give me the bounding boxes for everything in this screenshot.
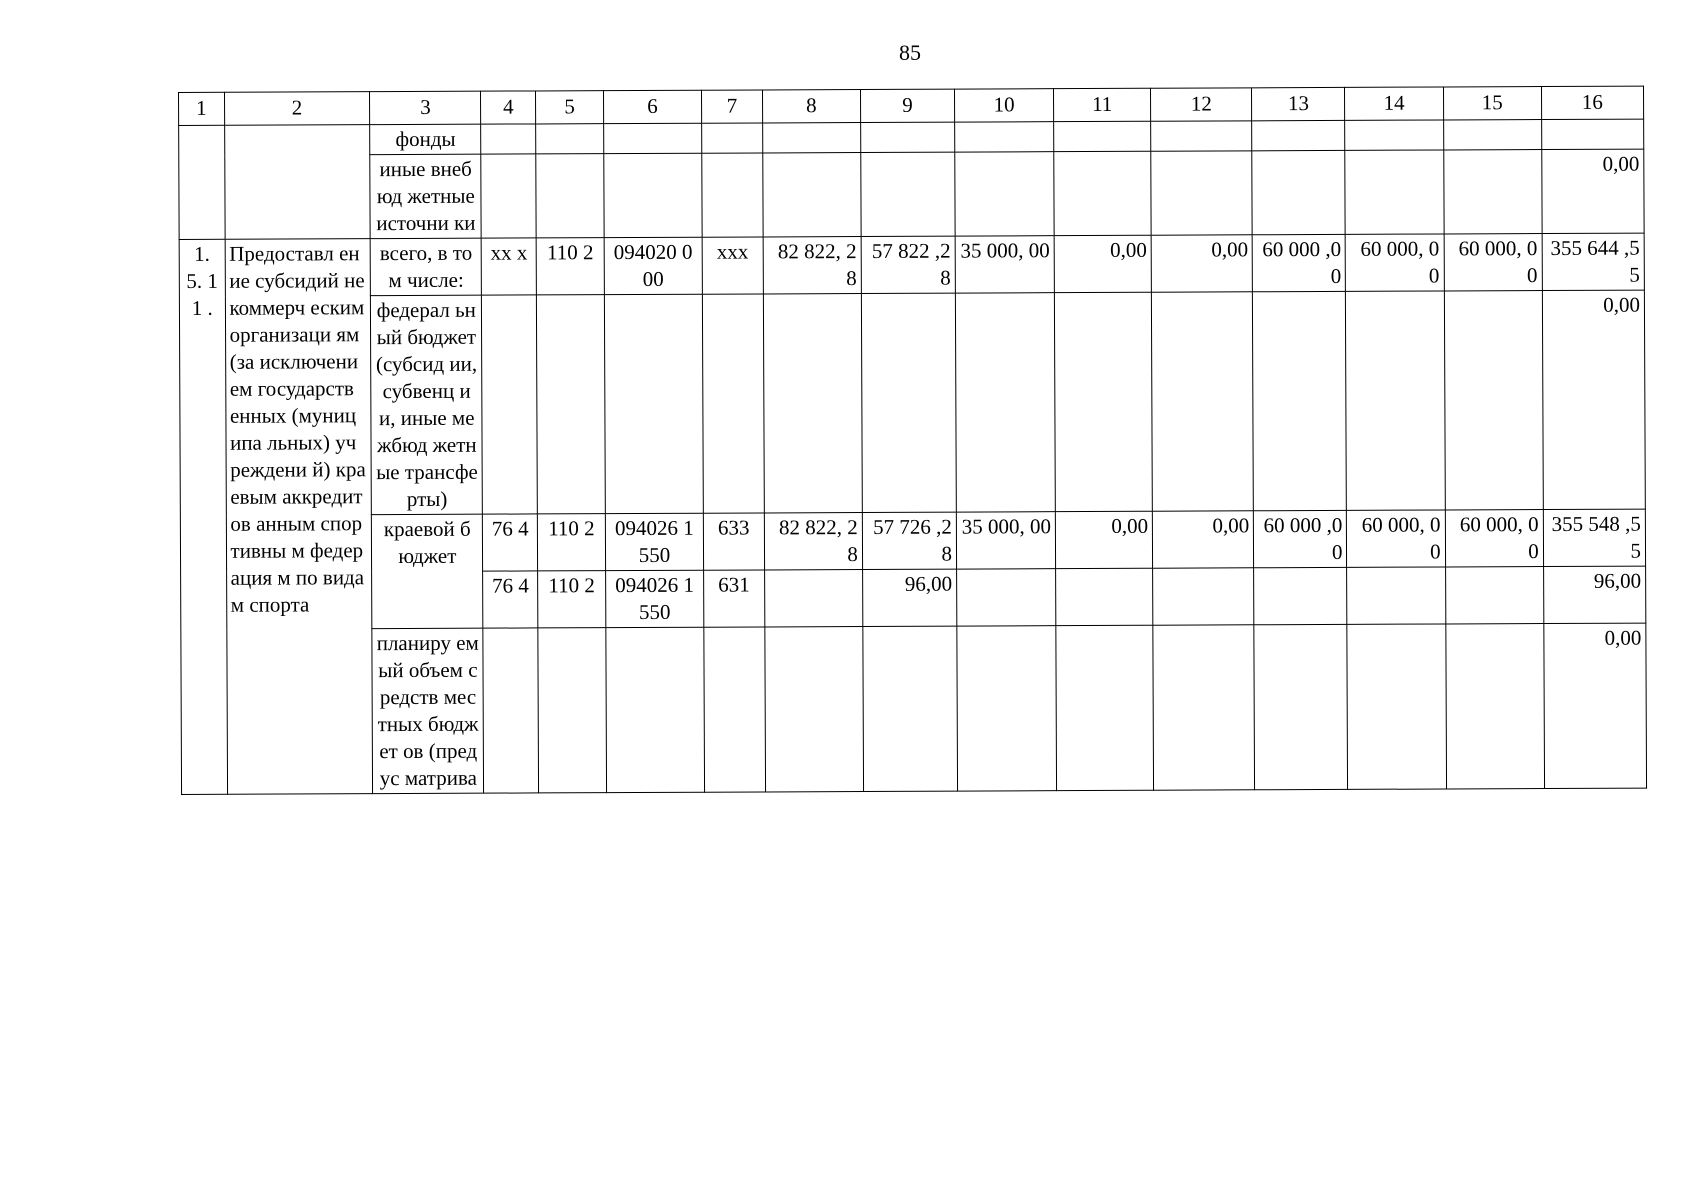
- cell-value: 57 726 ,28: [862, 512, 956, 569]
- table-row: [180, 509, 1645, 572]
- cell-value: 60 000, 00: [1346, 234, 1444, 291]
- total-value: 355 644 ,55: [1542, 233, 1645, 290]
- total-value: 0,00: [1544, 623, 1647, 788]
- table-row: [179, 290, 1645, 515]
- cell-value: 35 000, 00: [955, 236, 1054, 293]
- header-cell: 16: [1541, 86, 1643, 119]
- cell-value: 82 822, 28: [763, 237, 861, 294]
- table-row: [179, 149, 1644, 239]
- cell-rzpr: 110 2: [537, 514, 605, 571]
- cell-value: 96,00: [862, 569, 956, 626]
- cell-csr: 094026 1550: [605, 570, 703, 627]
- cell-value: 0,00: [1055, 511, 1152, 568]
- cell-csr: 094026 1550: [605, 513, 703, 570]
- cell-grbs: xx x: [482, 238, 537, 295]
- cell-vr: xxx: [702, 237, 763, 294]
- header-cell: 4: [481, 91, 536, 124]
- table-row: [181, 623, 1647, 794]
- header-cell: 11: [1054, 88, 1151, 121]
- total-value: 96,00: [1543, 566, 1646, 623]
- cell-rzpr: 110 2: [536, 238, 604, 295]
- source-label-other: иные внебюд жетные источни ки: [370, 154, 482, 238]
- cell-grbs: 76 4: [483, 514, 538, 571]
- cell-value: 0,00: [1054, 235, 1151, 292]
- cell-value: 60 000, 00: [1444, 234, 1542, 291]
- header-cell: 3: [370, 91, 481, 124]
- item-number: 1. 5. 11 .: [179, 239, 227, 794]
- total-value: 0,00: [1541, 149, 1644, 233]
- source-label-total: всего, в том числе:: [370, 238, 482, 295]
- cell-value: 0,00: [1151, 235, 1252, 292]
- cell-grbs: 76 4: [483, 571, 538, 628]
- page-number: 85: [899, 40, 921, 65]
- empty-cell: [179, 125, 225, 239]
- cell-rzpr: 110 2: [538, 571, 606, 628]
- cell-value: 60 000 ,00: [1252, 234, 1345, 291]
- cell-value: 60 000, 00: [1347, 510, 1445, 567]
- cell-vr: 633: [703, 513, 764, 570]
- header-cell: 1: [179, 92, 225, 125]
- source-label-regional: краевой бюджет: [372, 514, 484, 628]
- source-label-funds: фонды: [370, 124, 481, 154]
- header-cell: 9: [860, 89, 954, 122]
- header-cell: 14: [1345, 87, 1443, 120]
- header-cell: 13: [1252, 87, 1345, 120]
- header-cell: 8: [762, 90, 860, 123]
- header-cell: 7: [702, 90, 763, 123]
- total-value: 355 548 ,55: [1543, 509, 1646, 566]
- source-label-federal: федерал ьный бюджет (субсид ии, субвенц ии, иные межбюд жетные трансфе рты): [371, 295, 483, 514]
- header-cell: 5: [536, 91, 604, 124]
- empty-cell: [224, 125, 370, 240]
- header-cell: 15: [1443, 87, 1541, 120]
- cell-value: 60 000, 00: [1445, 510, 1543, 567]
- header-cell: 10: [954, 89, 1053, 122]
- cell-value: 57 822 ,28: [861, 236, 955, 293]
- cell-value: 82 822, 28: [764, 513, 862, 570]
- table-row: [179, 233, 1644, 296]
- header-cell: 12: [1151, 88, 1252, 121]
- budget-table: [178, 86, 1647, 795]
- source-label-local: планиру емый объем средств местных бюджет ов (предус матрива: [372, 628, 484, 793]
- total-value: 0,00: [1542, 290, 1645, 509]
- header-cell: 6: [603, 90, 701, 123]
- cell-value: 60 000 ,00: [1254, 510, 1347, 567]
- cell-value: 35 000, 00: [956, 512, 1055, 569]
- item-name: Предоставл ение субсидий некоммерч еским организаци ям (за исключени ем государств енных (муниципа льных) учреждени й) краевым аккредитов анным спортивны м федерация м по видам спорта: [225, 239, 373, 795]
- header-cell: 2: [224, 92, 370, 126]
- cell-csr: 094020 000: [604, 237, 702, 294]
- cell-value: 0,00: [1153, 511, 1254, 568]
- cell-vr: 631: [704, 570, 765, 627]
